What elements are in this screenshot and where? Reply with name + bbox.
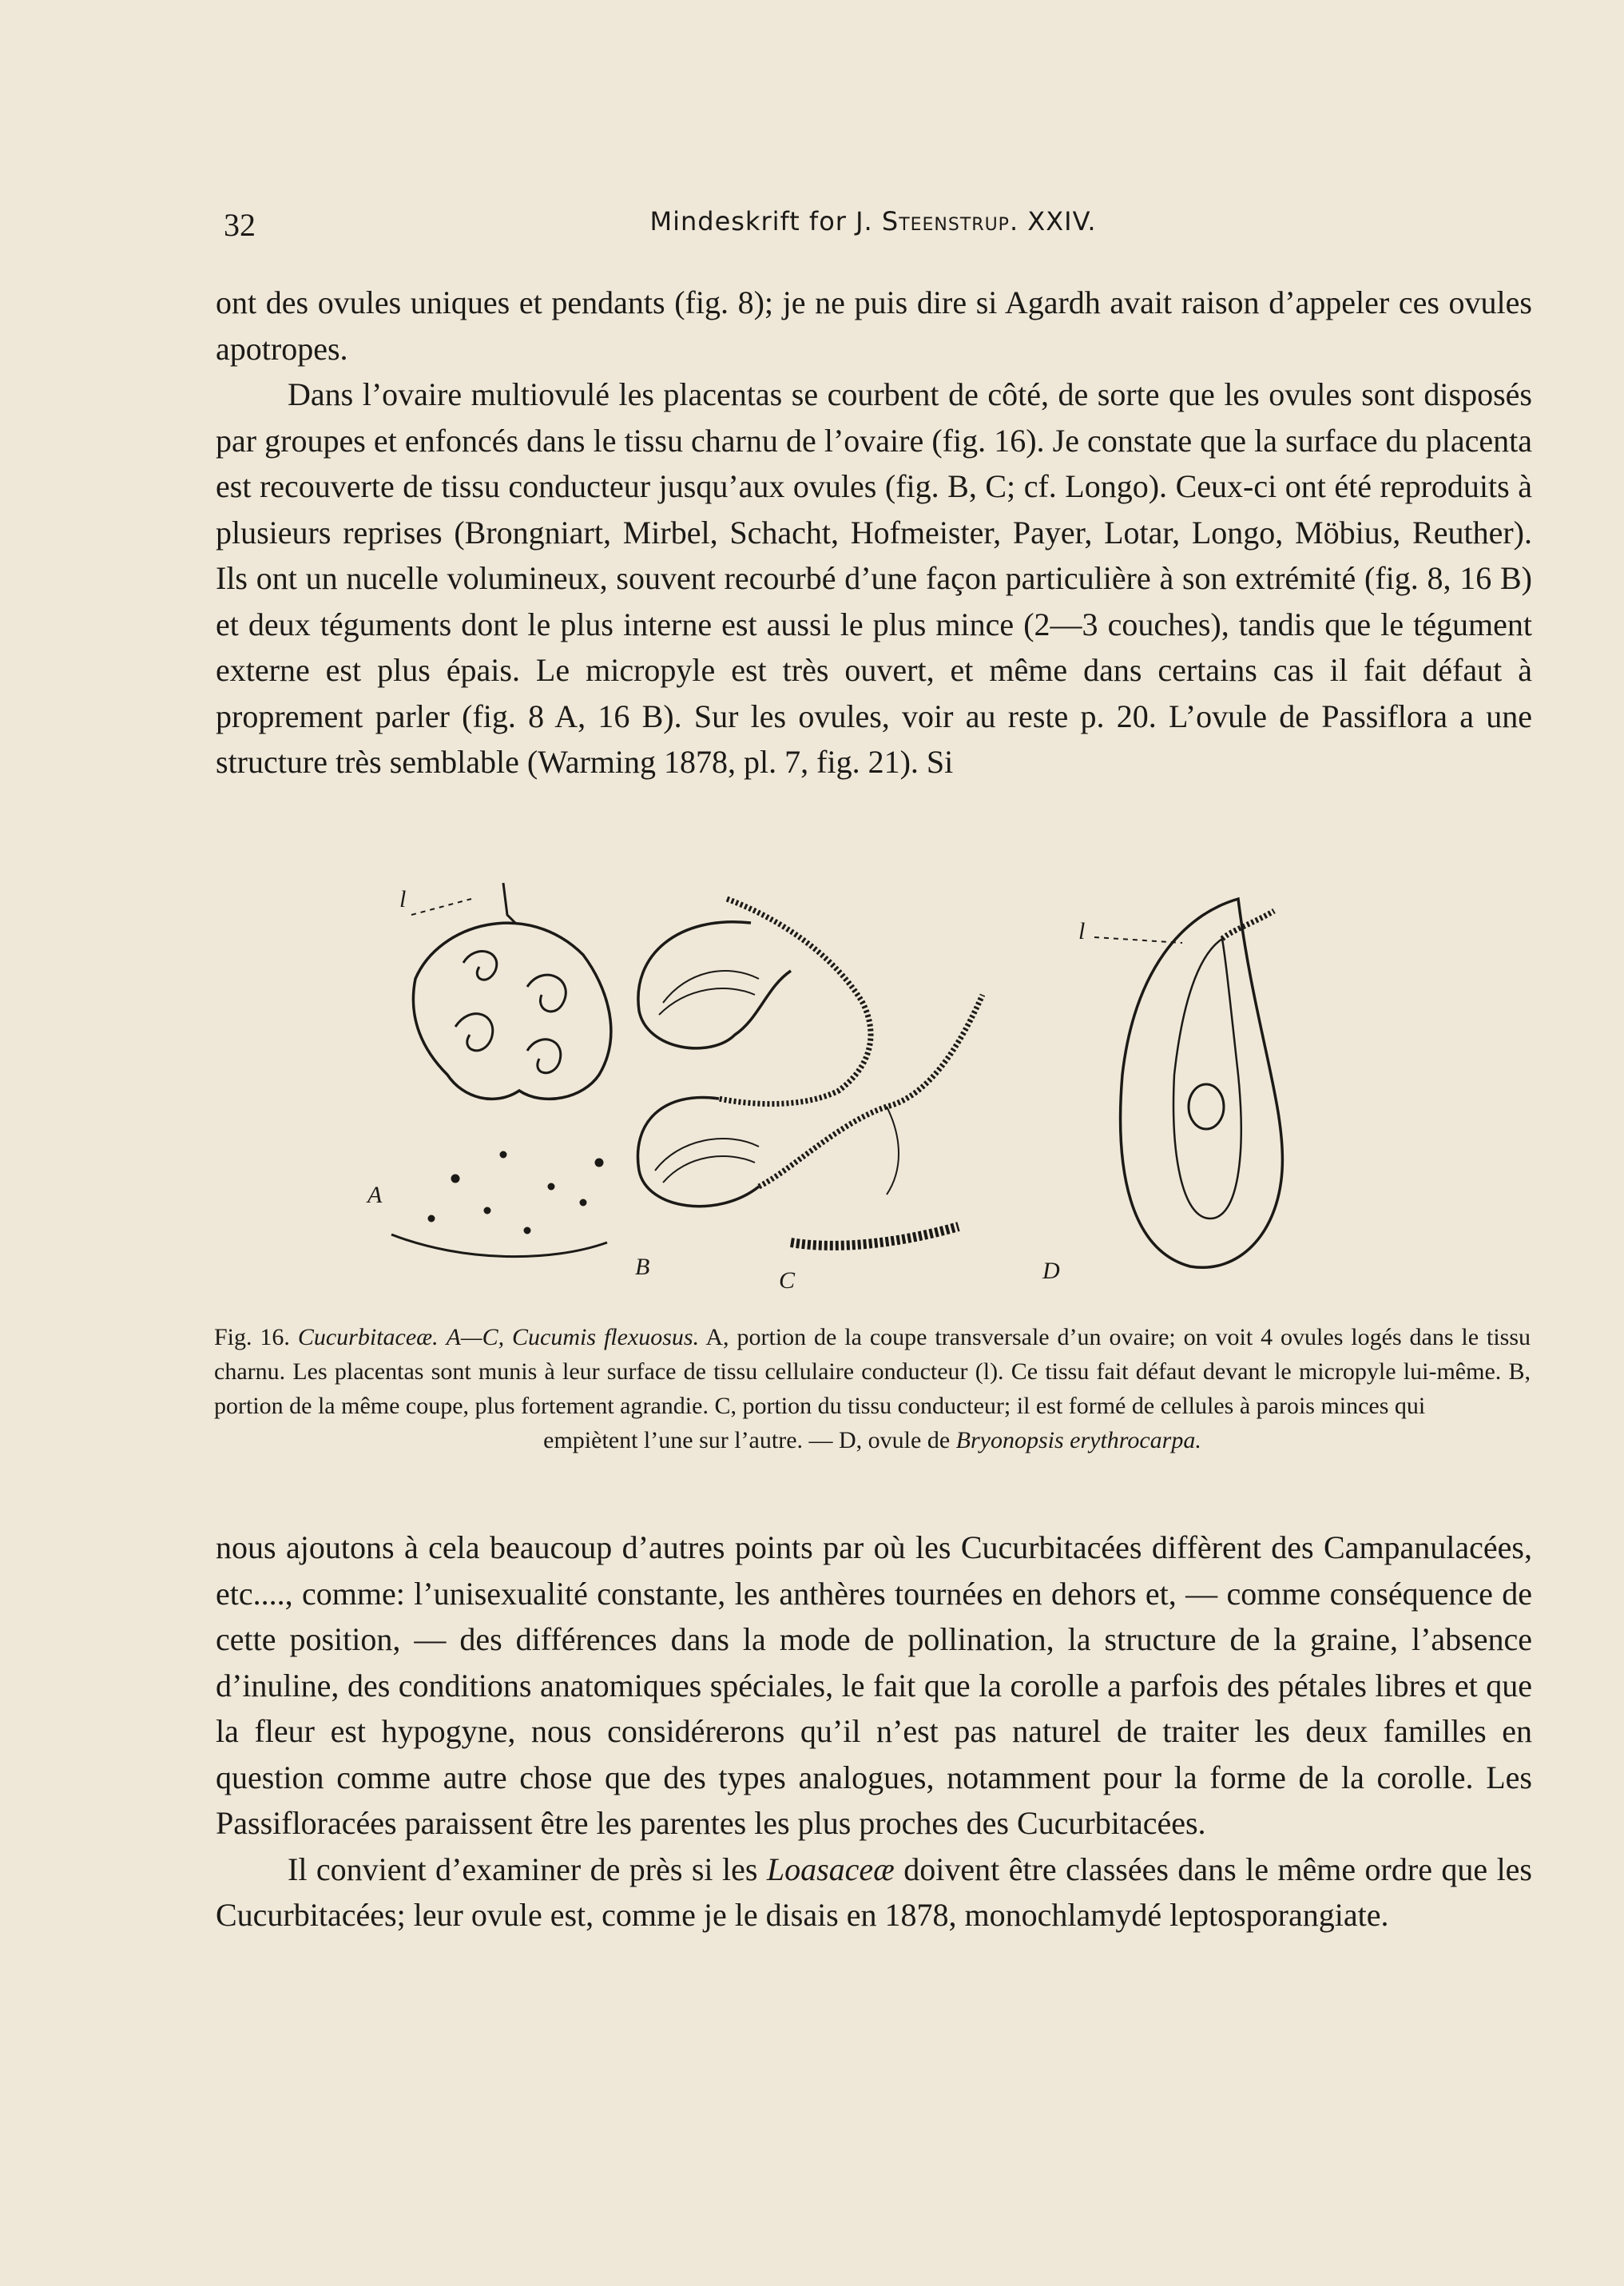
figure-16-illustration (343, 867, 1334, 1314)
caption-family: Cucurbitaceæ. (297, 1324, 439, 1350)
caption-last-line (214, 1423, 1531, 1457)
panel-bc-drawing (637, 899, 983, 1246)
botanical-drawing (343, 867, 1334, 1314)
paragraph (216, 1847, 1532, 1938)
label-d: D (1042, 1258, 1060, 1284)
figure-caption (214, 1320, 1531, 1457)
label-l-a: l (399, 886, 407, 912)
running-title-volume: XXIV. (1027, 206, 1097, 237)
paragraph-part: Il convient d’examiner de près si les (288, 1851, 758, 1887)
caption-species: Cucumis flexuosus. (512, 1324, 700, 1350)
label-l-d: l (1078, 918, 1086, 944)
paragraph: ont des ovules uniques et pendants (fig. 8); je ne puis dire si Agardh avait raison d’appeler ces ovules apotropes. (216, 284, 1532, 367)
running-title-name: Steenstrup. (881, 206, 1019, 237)
running-title-prefix: Mindeskrift for J. (649, 206, 873, 237)
caption-species-2: Bryonopsis erythrocarpa. (955, 1427, 1201, 1453)
caption-line (214, 1320, 1531, 1423)
caption-range: A—C, (446, 1324, 505, 1350)
label-c: C (779, 1267, 796, 1294)
panel-a-drawing (391, 883, 611, 1257)
label-a: A (367, 1182, 383, 1208)
page-number: 32 (224, 207, 256, 243)
paragraph: nous ajoutons à cela beaucoup d’autres points par où les Cucurbitacées diffèrent des Campanulacées, etc...., comme: l’unisexualité constante, les anthères tournées en dehors et, — comme conséquence de cette position, — des différences dans la mode de pollination, la structure de la graine, l’absence d’inuline, des conditions anatomiques spéciales, le fait que la corolle a parfois des pétales libres et que la fleur est hypogyne, nous considérerons qu’il n’est pas naturel de traiter les deux familles en question comme autre chose que des types analogues, notamment pour la forme de la corolle. Les Passifloracées paraissent être les parentes les plus proches des Cucurbitacées. (216, 1529, 1532, 1841)
paragraph: Dans l’ovaire multiovulé les placentas se courbent de côté, de sorte que les ovules sont disposés par groupes et enfoncés dans le tissu charnu de l’ovaire (fig. 16). Je constate que la surface du placenta est recouverte de tissu conducteur jusqu’aux ovules (fig. B, C; cf. Longo). Ceux-ci ont été reproduits à plusieurs reprises (Brongniart, Mirbel, Schacht, Hofmeister, Payer, Lotar, Longo, Möbius, Reuther). Ils ont un nucelle volumineux, souvent recourbé d’une façon particulière à son extrémité (fig. 8, 16 B) et deux téguments dont le plus interne est aussi le plus mince (2—3 couches), tandis que le tégument externe est plus épais. Le micropyle est très ouvert, et même dans certains cas il fait défaut à proprement parler (fig. 8 A, 16 B). Sur les ovules, voir au reste p. 20. L’ovule de Passiflora a une structure très semblable (Warming 1878, pl. 7, fig. 21). Si (216, 376, 1532, 780)
text-block-bottom (216, 1525, 1532, 1938)
page-header (214, 206, 1532, 246)
caption-body: A, portion de la coupe transversale d’un ovaire; on voit 4 ovules logés dans le tissu charnu. Les placentas sont munis à leur surface de tissu cellulaire conducteur (l). Ce tissu fait défaut devant le micropyle lui-même. B, portion de la même coupe, plus fortement agrandie. C, portion du tissu conducteur; il est formé de cellules à parois minces qui (214, 1324, 1531, 1419)
caption-body-end: empiètent l’une sur l’autre. — D, ovule de (543, 1427, 951, 1453)
paragraph-italic-term: Loasaceæ (766, 1851, 895, 1887)
text-block-top (216, 280, 1532, 785)
panel-d-drawing (1094, 899, 1282, 1267)
caption-fig-number: Fig. 16. (214, 1324, 290, 1350)
label-b: B (635, 1254, 650, 1280)
running-title (214, 206, 1532, 237)
paragraph-part: doivent être classées dans le même ordre que les Cucurbitacées; leur ovule est, comme je le disais en 1878, monochlamydé leptosporangiate. (216, 1851, 1532, 1933)
